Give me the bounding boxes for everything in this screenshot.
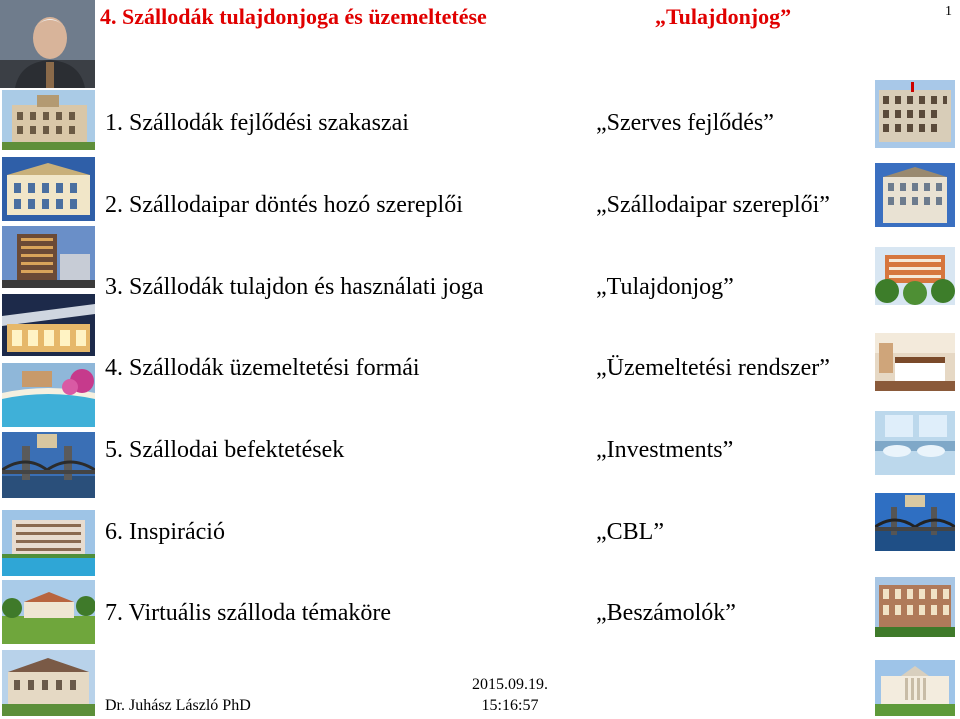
agenda-item [105,437,734,464]
hotel-photo [875,247,955,305]
agenda-item-keyword: „Szállodaipar szereplői” [596,192,830,218]
pool-photo [2,363,95,427]
agenda-item-label: 6. Inspiráció [105,519,225,545]
bathroom-photo [875,411,955,475]
agenda-item [105,274,734,301]
hotel-photo [2,510,95,576]
footer-date: 2015.09.19. [472,676,548,693]
hotel-photo [2,90,95,150]
hotel-photo [2,294,95,356]
agenda-item-label: 1. Szállodák fejlődési szakaszai [105,110,409,136]
castle-photo [2,650,95,716]
agenda-item-keyword: „CBL” [596,519,664,545]
agenda-item-keyword: „Tulajdonjog” [596,274,734,300]
agenda-item-label: 3. Szállodák tulajdon és használati joga [105,274,484,300]
page-number: 1 [945,4,952,19]
agenda-item-label: 5. Szállodai befektetések [105,437,345,463]
agenda-item [105,355,830,382]
agenda-item-keyword: „Beszámolók” [596,600,736,626]
palace-photo [875,660,955,716]
agenda-item [105,600,736,627]
bridge-photo [2,432,95,498]
hotel-photo [875,577,955,637]
agenda-item [105,110,774,137]
footer-datetime [472,674,548,716]
agenda-item-keyword: „Szerves fejlődés” [596,110,774,136]
hotel-photo [875,80,955,148]
agenda-item [105,192,830,219]
footer-time: 15:16:57 [481,697,539,714]
agenda-item-keyword: „Investments” [596,437,734,463]
agenda-item-label: 2. Szállodaipar döntés hozó szereplői [105,192,463,218]
agenda-item-label: 7. Virtuális szálloda témaköre [105,600,392,626]
agenda-item-keyword: „Üzemeltetési rendszer” [596,355,830,381]
agenda-item-label: 4. Szállodák üzemeltetési formái [105,355,420,381]
hotel-photo [875,163,955,227]
bridge-photo [875,493,955,551]
hotel-photo [2,157,95,221]
hotel-room-photo [875,333,955,391]
title-right: „Tulajdonjog” [655,4,792,29]
hotel-photo [2,226,95,288]
estate-photo [2,580,95,644]
agenda-item [105,519,664,546]
footer-author: Dr. Juhász László PhD [105,697,251,714]
portrait-photo [0,0,95,88]
title-left: 4. Szállodák tulajdonjoga és üzemeltetése [100,4,487,29]
